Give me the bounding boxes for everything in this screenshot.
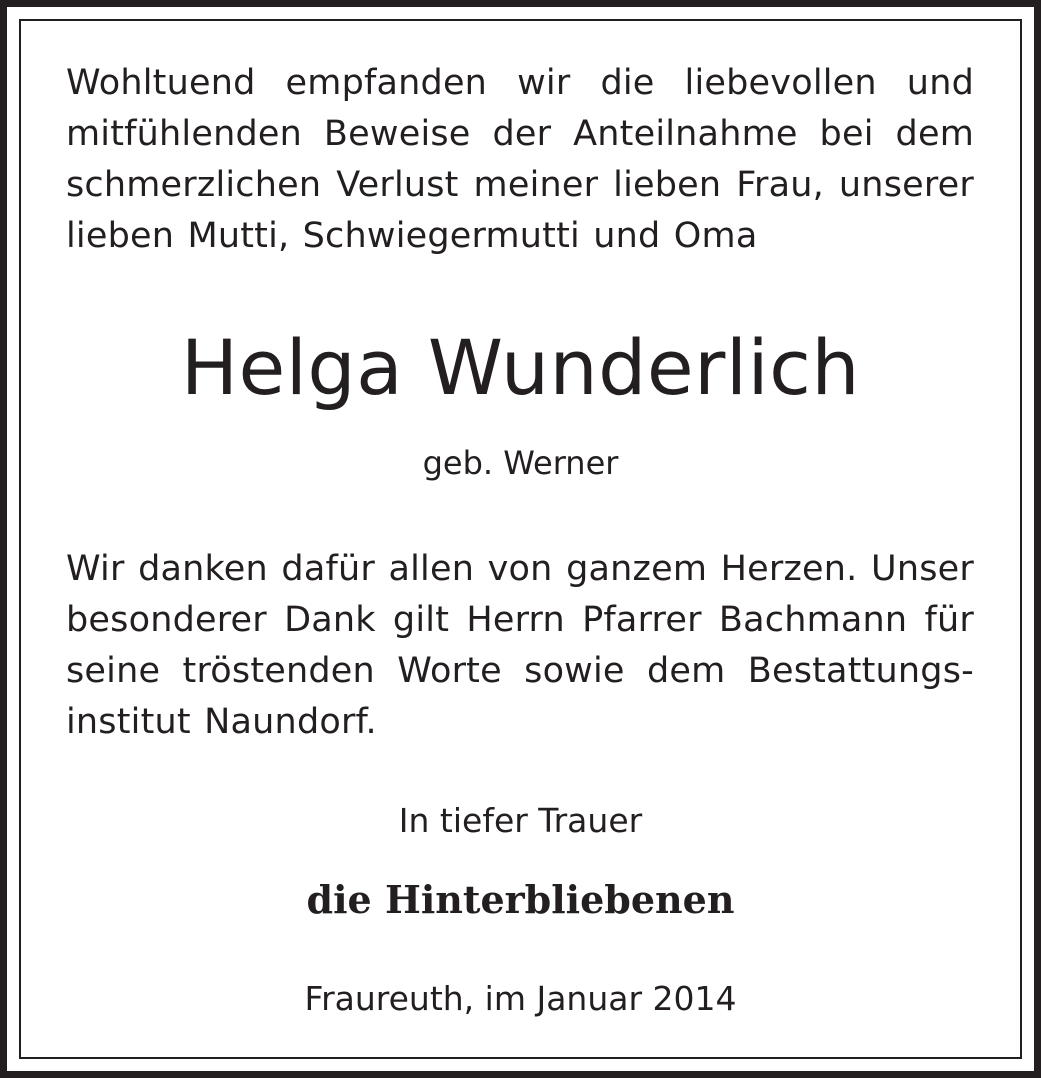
mourning-line: In tiefer Trauer <box>398 801 643 840</box>
maiden-name: geb. Werner <box>422 444 619 482</box>
thanks-text: Wir danken dafür allen von ganzem Herzen. Unser besonderer Dank gilt Herrn Pfarrer Bachmann für seine tröstenden Worte sowie dem Bestattungs-institut Naundorf. <box>66 549 974 742</box>
deceased-name: Helga Wunderlich <box>180 323 861 412</box>
place-date: Fraureuth, im Januar 2014 <box>304 979 737 1018</box>
intro-text: Wohltuend empfanden wir die liebevollen und mitfühlenden Beweise der Anteilnahme bei dem schmerzlichen Verlust meiner lieben Frau, unserer lieben Mutti, Schwiegermutti und Oma <box>66 63 974 256</box>
survivors-signature: die Hinterbliebenen <box>306 877 735 922</box>
